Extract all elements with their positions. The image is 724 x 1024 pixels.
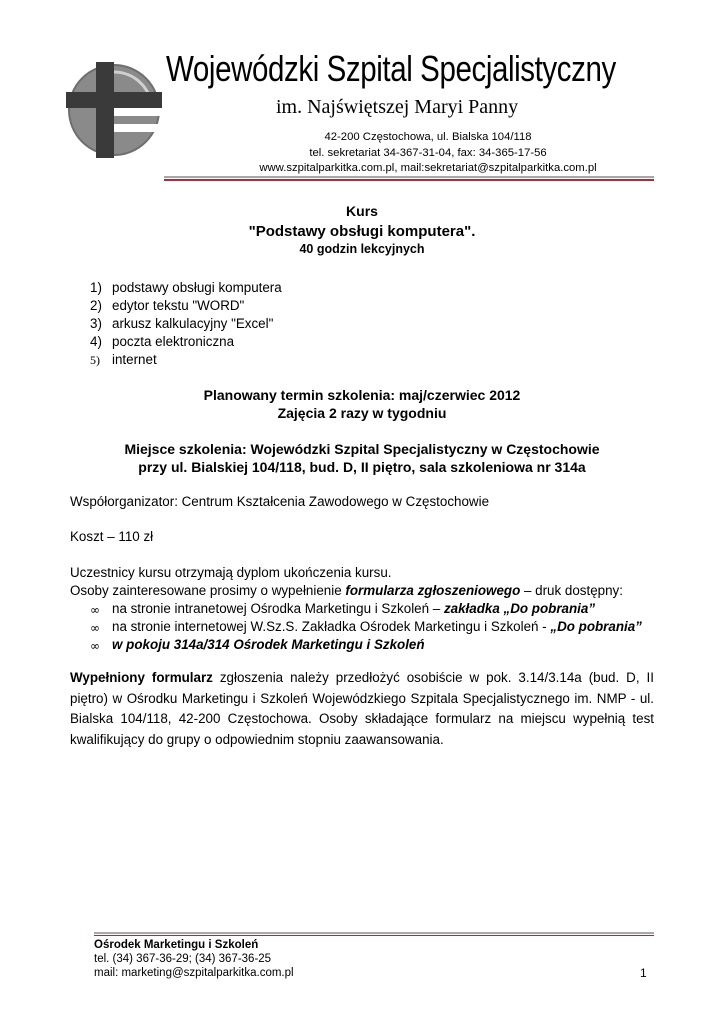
bullet-emphasis: zakładka „Do pobrania”: [443, 601, 596, 616]
infinity-bullet-icon: ∞: [90, 621, 100, 635]
bullet-text: na stronie internetowej W.Sz.S. Zakładka Ośrodek Marketingu i Szkoleń -: [112, 619, 551, 634]
list-item-number: 2): [90, 298, 102, 313]
hospital-phone: tel. sekretariat 34-367-31-04, fax: 34-365-17-56: [309, 147, 547, 159]
list-item-number: 5): [90, 353, 100, 367]
list-item-number: 4): [90, 334, 102, 349]
course-title: "Podstawy obsługi komputera".: [248, 223, 476, 240]
page-number: 1: [640, 966, 647, 980]
list-item: poczta elektroniczna: [112, 334, 235, 349]
submission-text: zgłoszenia należy przedłożyć osobiście w pok. 3.14/3.14a (bud. D, II piętro) w Ośrodku Marketingu i Szkoleń Wojewódzkiego Szpitala Specjalistycznego im. NMP - ul. Bialska 104/118, 42-200 Częstochowa. Osoby składające formularz na miejscu wypełnią test kwalifikujący do grupy o odpowiednim stopniu zaawansowania.: [70, 670, 654, 747]
course-heading: Kurs: [346, 203, 378, 219]
infinity-bullet-icon: ∞: [90, 639, 100, 653]
hospital-address: 42-200 Częstochowa, ul. Bialska 104/118: [324, 131, 532, 143]
list-item: [112, 600, 595, 618]
footer-divider-red: [94, 935, 654, 936]
header-divider-gray: [164, 176, 654, 178]
form-intro: [70, 582, 654, 600]
header-divider-red: [164, 179, 654, 181]
course-cost: Koszt – 110 zł: [70, 529, 154, 544]
course-hours: 40 godzin lekcyjnych: [299, 242, 425, 256]
training-location-line2: przy ul. Bialskiej 104/118, bud. D, II piętro, sala szkoleniowa nr 314a: [138, 459, 586, 475]
list-item: [112, 618, 642, 636]
coorganizer: Współorganizator: Centrum Kształcenia Zawodowego w Częstochowie: [70, 494, 490, 509]
hospital-patron: im. Najświętszej Maryi Panny: [276, 96, 519, 118]
submission-paragraph: [70, 668, 654, 750]
footer-divider-gray: [94, 932, 654, 934]
list-item: arkusz kalkulacyjny "Excel": [112, 316, 274, 331]
footer-department: Ośrodek Marketingu i Szkoleń: [94, 939, 259, 951]
diploma-note: Uczestnicy kursu otrzymają dyplom ukończenia kursu.: [70, 565, 392, 580]
hospital-cross-logo: [66, 62, 162, 158]
form-intro-emphasis: formularza zgłoszeniowego: [345, 583, 521, 598]
form-intro-text-end: – druk dostępny:: [520, 583, 623, 598]
infinity-bullet-icon: ∞: [90, 603, 100, 617]
submission-bold: Wypełniony formularz: [70, 670, 213, 685]
bullet-emphasis: w pokoju 314a/314 Ośrodek Marketingu i Szkoleń: [112, 637, 425, 652]
list-item: [112, 636, 425, 654]
bullet-text: na stronie intranetowej Ośrodka Marketingu i Szkoleń –: [112, 601, 444, 616]
list-item: internet: [112, 352, 157, 367]
list-item-number: 1): [90, 280, 102, 295]
bullet-emphasis: „Do pobrania”: [550, 619, 642, 634]
training-frequency: Zajęcia 2 razy w tygodniu: [277, 405, 447, 421]
hospital-name: Wojewódzki Szpital Specjalistyczny: [166, 48, 616, 89]
list-item: edytor tekstu "WORD": [112, 298, 245, 313]
form-intro-text: Osoby zainteresowane prosimy o wypełnienie: [70, 583, 346, 598]
list-item: podstawy obsługi komputera: [112, 280, 282, 295]
list-item-number: 3): [90, 316, 102, 331]
footer-mail: mail: marketing@szpitalparkitka.com.pl: [94, 967, 294, 979]
footer-phone: tel. (34) 367-36-29; (34) 367-36-25: [94, 953, 272, 965]
training-location-line1: Miejsce szkolenia: Wojewódzki Szpital Specjalistyczny w Częstochowie: [124, 441, 600, 457]
training-term: Planowany termin szkolenia: maj/czerwiec 2012: [203, 387, 521, 403]
hospital-web: www.szpitalparkitka.com.pl, mail:sekretariat@szpitalparkitka.com.pl: [259, 162, 597, 174]
